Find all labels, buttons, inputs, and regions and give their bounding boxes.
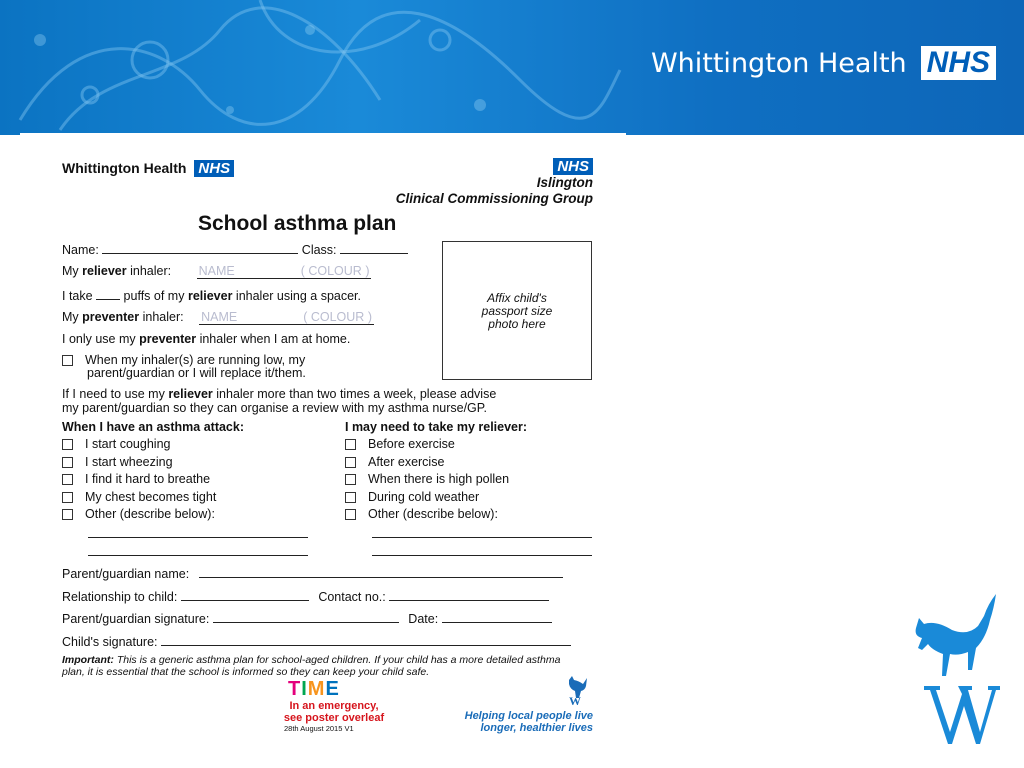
attack-checkbox[interactable] bbox=[62, 474, 73, 485]
attack-heading bbox=[62, 420, 244, 434]
ccg-logo bbox=[396, 158, 593, 207]
name-label: Name: bbox=[62, 243, 99, 257]
child-sig-field[interactable] bbox=[161, 633, 571, 646]
name-row bbox=[62, 241, 408, 257]
form-nhs-logo-right: NHS bbox=[553, 158, 593, 175]
parent-name-label: Parent/guardian name: bbox=[62, 567, 190, 581]
attack-checkbox[interactable] bbox=[62, 509, 73, 520]
helping-line-1: Helping local people live bbox=[464, 710, 593, 722]
parent-name-row bbox=[62, 565, 563, 581]
reliever-checkbox[interactable] bbox=[345, 457, 356, 468]
time-logo bbox=[288, 678, 340, 701]
only-text-c: inhaler when I am at home. bbox=[196, 332, 351, 346]
photo-text-3: photo here bbox=[488, 317, 546, 331]
time-letter: E bbox=[325, 678, 340, 700]
parent-sig-row bbox=[62, 610, 552, 626]
preventer-text-c: inhaler: bbox=[139, 310, 184, 324]
emergency-line-2: see poster overleaf bbox=[283, 712, 385, 724]
whittington-cat-logo-icon bbox=[910, 590, 1002, 748]
only-text-b: preventer bbox=[139, 332, 197, 346]
parent-sig-label: Parent/guardian signature: bbox=[62, 612, 210, 626]
photo-box bbox=[442, 241, 592, 380]
attack-item-3 bbox=[62, 490, 216, 504]
puffs-field bbox=[96, 287, 120, 300]
reliever-colour-placeholder: COLOUR bbox=[308, 264, 362, 278]
parent-sig-field[interactable] bbox=[213, 610, 399, 623]
contact-field[interactable] bbox=[389, 588, 549, 601]
puffs-text-d: inhaler using a spacer. bbox=[235, 289, 362, 303]
advise-text-b: reliever bbox=[168, 387, 213, 401]
date-field[interactable] bbox=[442, 610, 552, 623]
time-letter: I bbox=[301, 678, 308, 700]
ccg-line2: Clinical Commissioning Group bbox=[395, 191, 593, 206]
relationship-label: Relationship to child: bbox=[62, 590, 178, 604]
reliever-checkbox[interactable] bbox=[345, 439, 356, 450]
parent-name-field[interactable] bbox=[199, 565, 563, 578]
name-field bbox=[102, 241, 298, 254]
brand-name: Whittington Health bbox=[650, 47, 907, 79]
attack-other-line-1[interactable] bbox=[88, 536, 308, 538]
attack-item-label: I start coughing bbox=[85, 437, 171, 451]
advise-text-2: my parent/guardian so they can organise a review with my asthma nurse/GP. bbox=[62, 401, 487, 415]
svg-text:W: W bbox=[569, 694, 581, 706]
attack-item-4 bbox=[62, 507, 215, 521]
date-label: Date: bbox=[408, 612, 439, 626]
reliever-other-line-1[interactable] bbox=[372, 536, 592, 538]
helping-tagline bbox=[465, 710, 593, 734]
preventer-text-b: preventer bbox=[82, 310, 140, 324]
decorative-swirl bbox=[0, 0, 640, 135]
brand bbox=[651, 46, 996, 80]
reliever-text-c: inhaler: bbox=[126, 264, 172, 278]
class-field bbox=[340, 241, 408, 254]
advise-row bbox=[62, 387, 496, 415]
advise-text-a: If I need to use my bbox=[62, 387, 169, 401]
reliever-item-3 bbox=[345, 490, 479, 504]
puffs-text-b: puffs of my bbox=[123, 289, 185, 303]
running-low-row bbox=[62, 354, 306, 380]
attack-item-label: My chest becomes tight bbox=[85, 490, 217, 504]
attack-checkbox[interactable] bbox=[62, 492, 73, 503]
important-text: This is a generic asthma plan for school-aged children. If your child has a more detailed asthma plan, it is essential that the school is informed so they can keep your child safe. bbox=[62, 654, 561, 678]
attack-item-label: I start wheezing bbox=[85, 455, 173, 469]
reliever-text-a: My bbox=[62, 264, 83, 278]
running-low-checkbox[interactable] bbox=[62, 355, 73, 366]
header-banner bbox=[0, 0, 1024, 135]
reliever-checkbox[interactable] bbox=[345, 509, 356, 520]
asthma-plan-form bbox=[52, 150, 597, 740]
reliever-other-line-2[interactable] bbox=[372, 554, 592, 556]
important-note bbox=[62, 654, 582, 678]
attack-item-1 bbox=[62, 455, 173, 469]
reliever-item-label: During cold weather bbox=[368, 490, 480, 504]
reliever-checkbox[interactable] bbox=[345, 492, 356, 503]
only-text-a: I only use my bbox=[62, 332, 140, 346]
preventer-text-a: My bbox=[62, 310, 83, 324]
reliever-item-2 bbox=[345, 472, 509, 486]
form-logo-text: Whittington Health bbox=[62, 160, 187, 176]
form-title: School asthma plan bbox=[198, 212, 397, 235]
reliever-item-4 bbox=[345, 507, 498, 521]
class-label: Class: bbox=[301, 243, 337, 257]
relationship-row bbox=[62, 588, 549, 604]
attack-item-0 bbox=[62, 437, 170, 451]
child-sig-row bbox=[62, 633, 571, 649]
reliever-checkbox[interactable] bbox=[345, 474, 356, 485]
preventer-colour-placeholder: COLOUR bbox=[310, 310, 365, 324]
photo-text-2: passport size bbox=[481, 304, 553, 318]
time-letter: T bbox=[288, 678, 302, 700]
reliever-item-label: Before exercise bbox=[368, 437, 455, 451]
divider bbox=[20, 133, 626, 137]
advise-text-c: inhaler more than two times a week, please advise bbox=[212, 387, 497, 401]
reliever-heading bbox=[345, 420, 527, 434]
attack-item-label: Other (describe below): bbox=[85, 507, 215, 521]
relationship-field[interactable] bbox=[181, 588, 309, 601]
ccg-line1: Islington bbox=[536, 175, 593, 190]
reliever-text-b: reliever bbox=[82, 264, 127, 278]
preventer-row: My preventer inhaler: NAME ( COLOUR ) bbox=[62, 310, 372, 324]
form-whittington-logo bbox=[62, 160, 234, 177]
photo-text-1: Affix child's bbox=[487, 291, 547, 305]
puffs-text-c: reliever bbox=[187, 289, 233, 303]
attack-checkbox[interactable] bbox=[62, 439, 73, 450]
time-letter: M bbox=[307, 678, 326, 700]
form-nhs-logo-left: NHS bbox=[194, 160, 234, 177]
attack-item-2 bbox=[62, 472, 210, 486]
reliever-item-label: Other (describe below): bbox=[368, 507, 498, 521]
reliever-item-label: When there is high pollen bbox=[368, 472, 510, 486]
emergency-line-1: In an emergency, bbox=[289, 700, 379, 712]
reliever-row: My reliever inhaler: NAME ( COLOUR ) bbox=[62, 264, 370, 278]
preventer-name-placeholder: NAME bbox=[199, 310, 301, 325]
reliever-item-1 bbox=[345, 455, 444, 469]
only-home-row bbox=[62, 332, 350, 346]
emergency-note bbox=[274, 700, 394, 724]
attack-other-line-2[interactable] bbox=[88, 554, 308, 556]
helping-line-2: longer, healthier lives bbox=[480, 722, 593, 734]
child-sig-label: Child's signature: bbox=[62, 635, 158, 649]
puffs-text-a: I take bbox=[62, 289, 93, 303]
important-label: Important: bbox=[62, 654, 114, 666]
puffs-row bbox=[62, 287, 361, 303]
reliever-item-0 bbox=[345, 437, 455, 451]
reliever-name-placeholder: NAME bbox=[197, 264, 299, 279]
small-cat-logo-icon bbox=[565, 674, 591, 706]
reliever-heading-text: I may need to take my reliever: bbox=[345, 420, 528, 434]
attack-checkbox[interactable] bbox=[62, 457, 73, 468]
running-low-text-1: When my inhaler(s) are running low, my bbox=[85, 353, 306, 367]
nhs-logo: NHS bbox=[921, 46, 996, 80]
contact-label: Contact no.: bbox=[318, 590, 386, 604]
version-date: 28th August 2015 V1 bbox=[284, 724, 354, 733]
attack-item-label: I find it hard to breathe bbox=[85, 472, 211, 486]
running-low-text-2: parent/guardian or I will replace it/them. bbox=[87, 366, 306, 380]
attack-heading-text: When I have an asthma attack: bbox=[62, 420, 245, 434]
reliever-item-label: After exercise bbox=[368, 455, 445, 469]
